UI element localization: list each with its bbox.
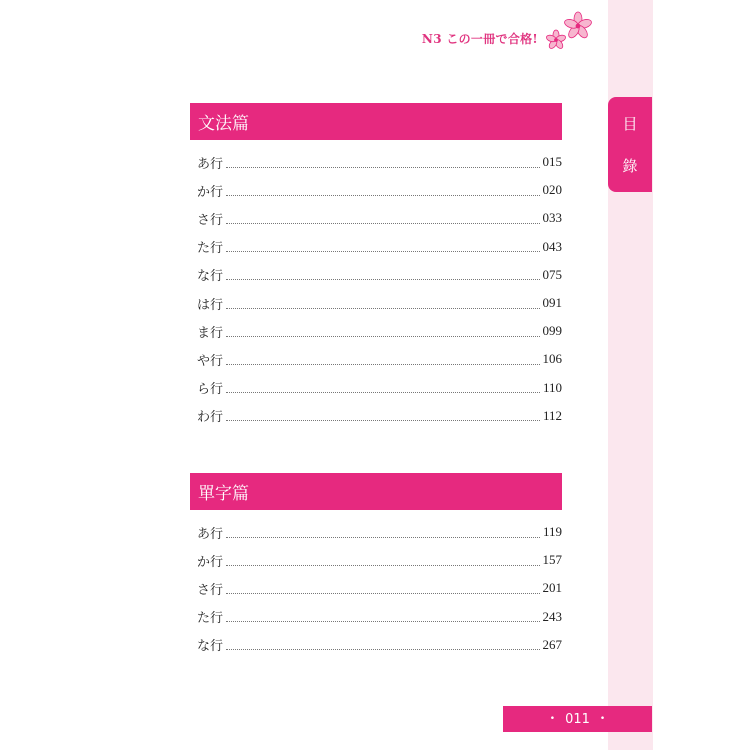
toc-page-number: 043: [542, 238, 562, 254]
toc-label: ま行: [197, 325, 224, 341]
toc-page-number: 020: [542, 182, 562, 198]
page-number: 011: [565, 711, 590, 727]
toc-list-vocabulary: [197, 518, 562, 659]
toc-label: あ行: [197, 526, 224, 542]
toc-row[interactable]: [197, 402, 562, 430]
toc-label: や行: [197, 353, 224, 369]
toc-label: か行: [197, 554, 224, 570]
toc-row[interactable]: [197, 546, 562, 574]
toc-label: た行: [197, 611, 224, 627]
toc-row[interactable]: [197, 574, 562, 602]
toc-row[interactable]: [197, 261, 562, 289]
toc-row[interactable]: [197, 204, 562, 232]
page-number-footer: [503, 706, 652, 732]
dot-leader: [226, 583, 539, 594]
dot-leader: [226, 185, 539, 196]
section-title: 單字篇: [198, 484, 249, 504]
toc-page-number: 201: [542, 580, 562, 596]
dot-leader: [226, 410, 540, 421]
dot-leader: [226, 213, 539, 224]
toc-label: な行: [197, 269, 224, 285]
dot-leader: [226, 382, 540, 393]
toc-label: ら行: [197, 382, 224, 398]
contents-tab-char-2: 錄: [622, 156, 638, 175]
toc-row[interactable]: [197, 518, 562, 546]
toc-row[interactable]: [197, 603, 562, 631]
toc-label: た行: [197, 241, 224, 257]
dot-leader: [226, 157, 539, 168]
toc-page-number: 119: [542, 524, 562, 540]
dot-leader: [226, 354, 539, 365]
toc-row[interactable]: [197, 233, 562, 261]
toc-page-number: 033: [542, 210, 562, 226]
dot-leader: [226, 241, 539, 252]
toc-page-number: 015: [542, 154, 562, 170]
toc-page-number: 091: [542, 295, 562, 311]
section-header-grammar: [190, 103, 562, 140]
dot-leader: [226, 527, 540, 538]
contents-tab[interactable]: [608, 97, 652, 192]
sakura-flower-icon: [540, 6, 600, 56]
toc-label: な行: [197, 639, 224, 655]
section-header-vocabulary: [190, 473, 562, 510]
toc-page-number: 112: [542, 407, 562, 423]
toc-page-number: 157: [542, 552, 562, 568]
toc-label: は行: [197, 297, 224, 313]
toc-row[interactable]: [197, 289, 562, 317]
toc-page-number: 110: [542, 379, 562, 395]
toc-row[interactable]: [197, 148, 562, 176]
toc-list-grammar: [197, 148, 562, 430]
toc-page-number: 099: [542, 323, 562, 339]
bullet-right: •: [599, 714, 606, 724]
toc-row[interactable]: [197, 374, 562, 402]
toc-label: さ行: [197, 582, 224, 598]
dot-leader: [226, 555, 539, 566]
toc-page-number: 267: [542, 636, 562, 652]
book-title-header: N3 この一冊で合格!: [421, 32, 538, 46]
dot-leader: [226, 639, 539, 650]
toc-row[interactable]: [197, 176, 562, 204]
toc-row[interactable]: [197, 317, 562, 345]
dot-leader: [226, 298, 539, 309]
section-title: 文法篇: [198, 114, 249, 134]
toc-row[interactable]: [197, 631, 562, 659]
toc-label: さ行: [197, 212, 224, 228]
toc-label: あ行: [197, 156, 224, 172]
toc-page-number: 106: [542, 351, 562, 367]
toc-label: わ行: [197, 410, 224, 426]
toc-page-number: 243: [542, 608, 562, 624]
dot-leader: [226, 269, 539, 280]
dot-leader: [226, 326, 539, 337]
dot-leader: [226, 611, 539, 622]
toc-label: か行: [197, 184, 224, 200]
contents-tab-char-1: 目: [622, 115, 638, 134]
toc-row[interactable]: [197, 345, 562, 373]
toc-page-number: 075: [542, 266, 562, 282]
bullet-left: •: [549, 714, 556, 724]
